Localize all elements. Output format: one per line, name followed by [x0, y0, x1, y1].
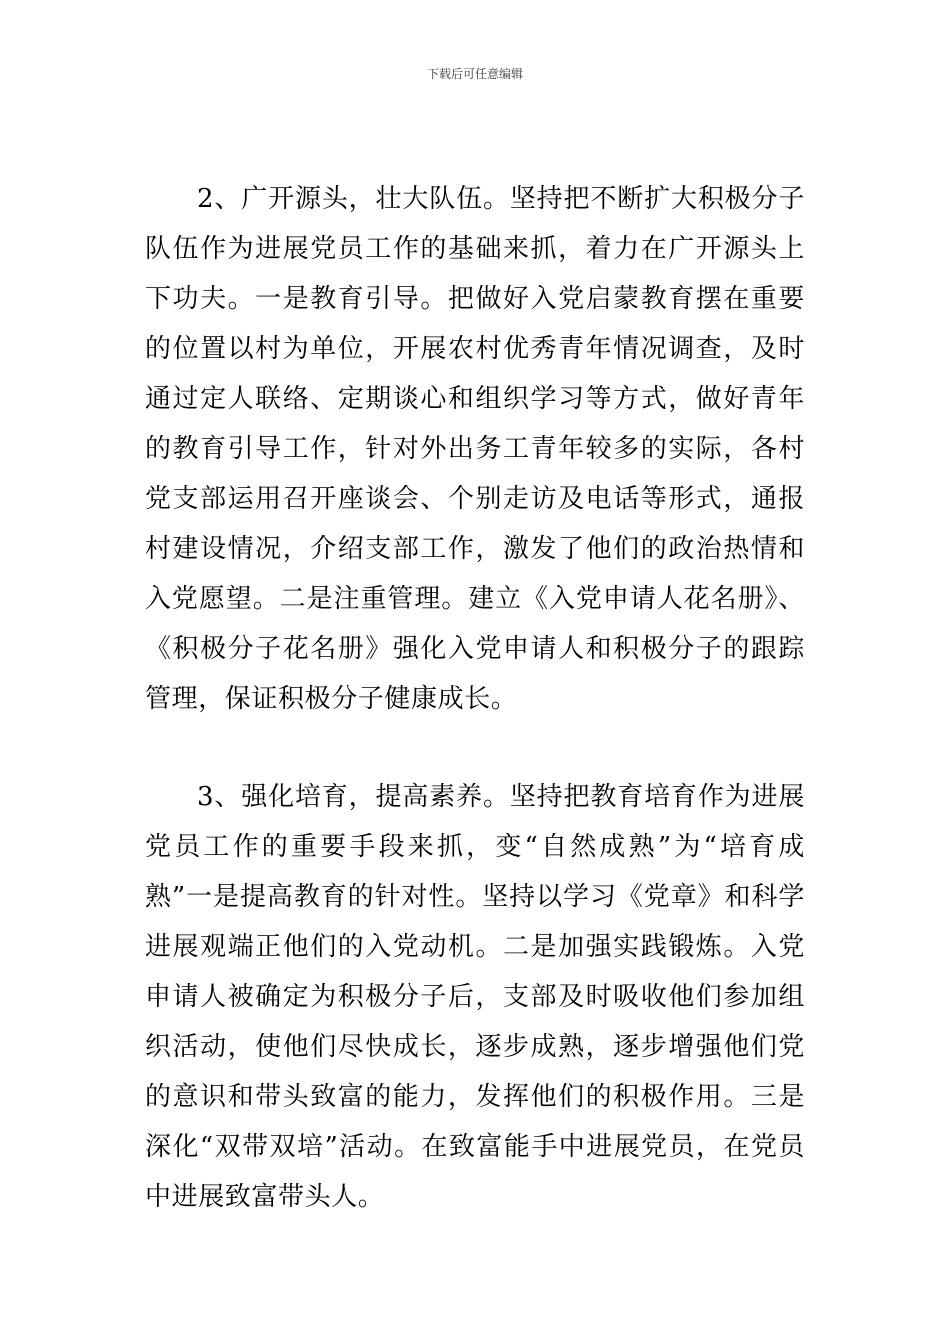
paragraph-2: 2、广开源头，壮大队伍。坚持把不断扩大积极分子队伍作为进展党员工作的基础来抓，着力在广开源头上下功夫。一是教育引导。把做好入党启蒙教育摆在重要的位置以村为单位，开展农村优秀青年情况调查，及时通过定人联络、定期谈心和组织学习等方式，做好青年的教育引导工作，针对外出务工青年较多的实际，各村党支部运用召开座谈会、个别走访及电话等形式，通报村建设情况，介绍支部工作，激发了他们的政治热情和入党愿望。二是注重管理。建立《入党申请人花名册》、《积极分子花名册》强化入党申请人和积极分子的跟踪管理，保证积极分子健康成长。	[145, 184, 805, 714]
paragraph-3: 3、强化培育，提高素养。坚持把教育培育作为进展党员工作的重要手段来抓，变“自然成熟”为“培育成熟”一是提高教育的针对性。坚持以学习《党章》和科学进展观端正他们的入党动机。二是加强实践锻炼。入党申请人被确定为积极分子后，支部及时吸收他们参加组织活动，使他们尽快成长，逐步成熟，逐步增强他们党的意识和带头致富的能力，发挥他们的积极作用。三是深化“双带双培”活动。在致富能手中进展党员，在党员中进展致富带头人。	[145, 782, 805, 1212]
document-body-section-3	[145, 772, 805, 1222]
page-header-note: 下载后可任意编辑	[426, 67, 523, 81]
document-body-section-2	[145, 174, 805, 724]
